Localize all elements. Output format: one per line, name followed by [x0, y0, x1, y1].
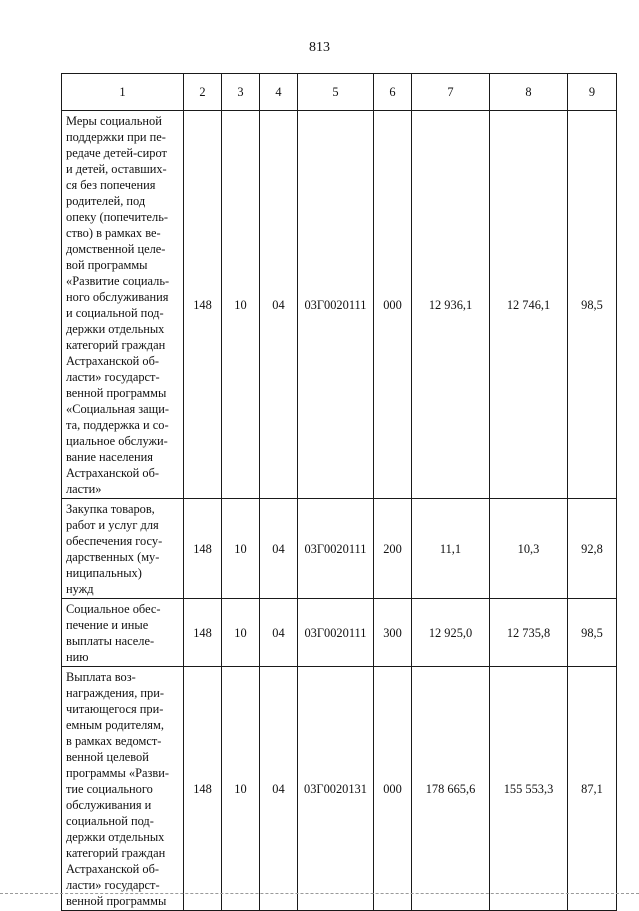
description-line: выплаты населе-: [66, 634, 155, 648]
description-line: та, поддержка и со-: [66, 418, 169, 432]
description-line: держки отдельных: [66, 322, 165, 336]
table-row: [62, 667, 617, 911]
description-line: опеку (попечитель-: [66, 210, 168, 224]
description-line: поддержки при пе-: [66, 130, 166, 144]
description-line: и социальной под-: [66, 306, 164, 320]
description-line: вой программы: [66, 258, 148, 272]
description-line: Меры социальной: [66, 114, 162, 128]
subsection-code-cell: 10: [222, 667, 260, 911]
header-cell-8: 8: [490, 74, 568, 111]
subsection-code-cell: 10: [222, 111, 260, 499]
section-code-cell: 148: [184, 667, 222, 911]
description-line: обслуживания и: [66, 798, 152, 812]
expense-type-cell: 000: [374, 111, 412, 499]
description-line: домственной целе-: [66, 242, 166, 256]
description-line: ство) в рамках ве-: [66, 226, 161, 240]
description-line: нию: [66, 650, 89, 664]
header-cell-1: 1: [62, 74, 184, 111]
percent-cell: 87,1: [568, 667, 617, 911]
description-line: венной целевой: [66, 750, 149, 764]
description-cell: [62, 111, 184, 499]
description-line: вание населения: [66, 450, 153, 464]
expense-type-cell: 000: [374, 667, 412, 911]
description-line: Астраханской об-: [66, 862, 160, 876]
description-line: «Развитие социаль-: [66, 274, 170, 288]
description-line: ласти» государст-: [66, 370, 160, 384]
table-header: [62, 74, 617, 111]
header-cell-6: 6: [374, 74, 412, 111]
page-number: 813: [309, 40, 330, 55]
budget-table: [61, 73, 617, 911]
actual-amount-cell: 155 553,3: [490, 667, 568, 911]
header-cell-5: 5: [298, 74, 374, 111]
description-line: категорий граждан: [66, 338, 166, 352]
table-row: [62, 111, 617, 499]
expense-type-cell: 300: [374, 599, 412, 667]
table-body: [62, 111, 617, 911]
description-line: «Социальная защи-: [66, 402, 169, 416]
group-code-cell: 04: [260, 599, 298, 667]
expense-type-cell: 200: [374, 499, 412, 599]
section-code-cell: 148: [184, 599, 222, 667]
description-line: Астраханской об-: [66, 466, 160, 480]
section-code-cell: 148: [184, 499, 222, 599]
planned-amount-cell: 12 936,1: [412, 111, 490, 499]
description-line: венной программы: [66, 386, 167, 400]
target-item-cell: 03Г0020111: [298, 599, 374, 667]
description-line: тие социального: [66, 782, 153, 796]
description-line: нужд: [66, 582, 94, 596]
group-code-cell: 04: [260, 111, 298, 499]
table-row: [62, 499, 617, 599]
description-line: социальной под-: [66, 814, 154, 828]
planned-amount-cell: 11,1: [412, 499, 490, 599]
description-line: ся без попечения: [66, 178, 156, 192]
actual-amount-cell: 10,3: [490, 499, 568, 599]
actual-amount-cell: 12 746,1: [490, 111, 568, 499]
description-line: в рамках ведомст-: [66, 734, 162, 748]
description-line: циальное обслужи-: [66, 434, 168, 448]
bottom-rule: [0, 893, 639, 894]
header-cell-3: 3: [222, 74, 260, 111]
description-line: и детей, оставших-: [66, 162, 167, 176]
description-line: родителей, под: [66, 194, 146, 208]
description-line: ного обслуживания: [66, 290, 169, 304]
description-line: редаче детей-сирот: [66, 146, 167, 160]
percent-cell: 98,5: [568, 599, 617, 667]
group-code-cell: 04: [260, 499, 298, 599]
planned-amount-cell: 178 665,6: [412, 667, 490, 911]
description-line: венной программы: [66, 894, 167, 908]
description-line: категорий граждан: [66, 846, 166, 860]
description-line: дарственных (му-: [66, 550, 160, 564]
description-line: обеспечения госу-: [66, 534, 163, 548]
percent-cell: 92,8: [568, 499, 617, 599]
description-line: награждения, при-: [66, 686, 165, 700]
description-line: ласти» государст-: [66, 878, 160, 892]
target-item-cell: 03Г0020131: [298, 667, 374, 911]
description-line: работ и услуг для: [66, 518, 159, 532]
table-row: [62, 599, 617, 667]
target-item-cell: 03Г0020111: [298, 499, 374, 599]
description-line: Выплата воз-: [66, 670, 136, 684]
header-cell-4: 4: [260, 74, 298, 111]
description-cell: [62, 499, 184, 599]
description-line: печение и иные: [66, 618, 149, 632]
description-line: держки отдельных: [66, 830, 165, 844]
description-line: ласти»: [66, 482, 102, 496]
description-cell: [62, 599, 184, 667]
subsection-code-cell: 10: [222, 599, 260, 667]
actual-amount-cell: 12 735,8: [490, 599, 568, 667]
header-cell-7: 7: [412, 74, 490, 111]
description-line: Закупка товаров,: [66, 502, 155, 516]
description-line: ниципальных): [66, 566, 142, 580]
target-item-cell: 03Г0020111: [298, 111, 374, 499]
header-cell-2: 2: [184, 74, 222, 111]
percent-cell: 98,5: [568, 111, 617, 499]
description-line: читающегося при-: [66, 702, 164, 716]
description-line: Социальное обес-: [66, 602, 161, 616]
header-cell-9: 9: [568, 74, 617, 111]
group-code-cell: 04: [260, 667, 298, 911]
description-line: программы «Разви-: [66, 766, 169, 780]
section-code-cell: 148: [184, 111, 222, 499]
header-row: [62, 74, 617, 111]
planned-amount-cell: 12 925,0: [412, 599, 490, 667]
subsection-code-cell: 10: [222, 499, 260, 599]
description-line: Астраханской об-: [66, 354, 160, 368]
description-cell: [62, 667, 184, 911]
description-line: емным родителям,: [66, 718, 164, 732]
